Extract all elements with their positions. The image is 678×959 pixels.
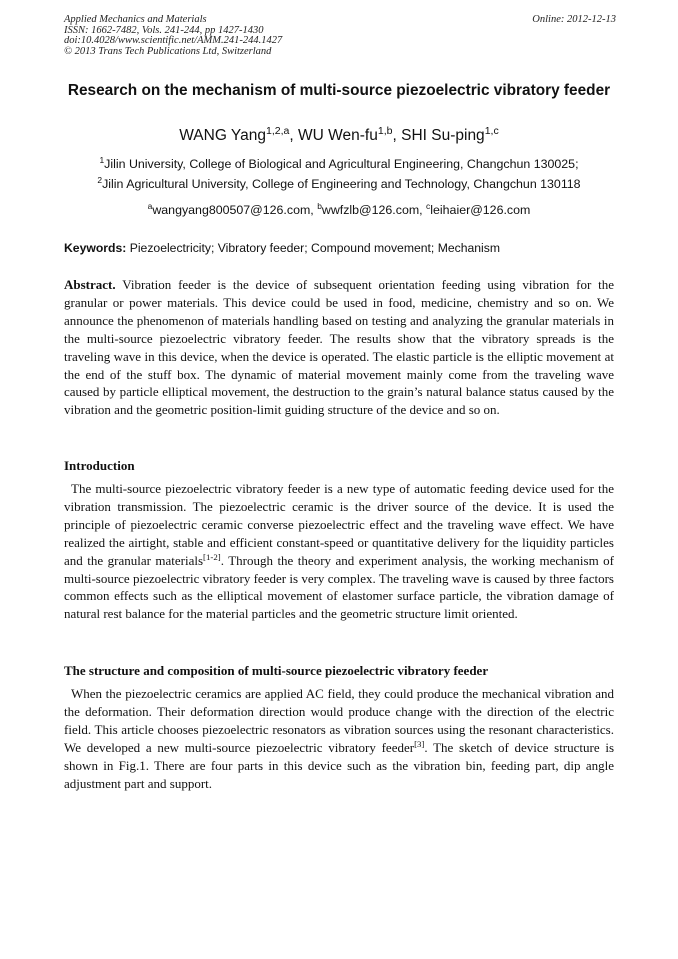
copyright-line: © 2013 Trans Tech Publications Ltd, Switzerland — [64, 45, 272, 57]
affiliation-mark: 1 — [99, 155, 105, 166]
keywords — [64, 241, 616, 256]
journal-name: Applied Mechanics and Materials — [64, 14, 207, 25]
affiliation-text: Jilin University, College of Biological and Agricultural Engineering, Changchun 130025; — [104, 157, 579, 171]
affiliation-text: Jilin Agricultural University, College of Engineering and Technology, Changchun 130118 — [102, 177, 581, 191]
email-mark: a — [147, 201, 153, 212]
author-affiliation-mark: 1,2,a — [265, 125, 290, 138]
email-link[interactable]: wwfzlb@126.com — [321, 203, 420, 217]
citation[interactable]: [1-2] — [203, 551, 221, 562]
abstract-label: Abstract. — [64, 277, 116, 292]
section-text: . Through the theory and experiment analysis, the working mechanism of multi-source piezoelectric vibratory feeder is very complex. The traveling wave is caused by three factors common effects such as the elliptical movement of elastomer surface particle, the vibration damage of natural rest balance for the material particles and the geometric structure limit oriented. — [64, 552, 614, 622]
keywords-label: Keywords: — [64, 241, 127, 255]
abstract-text: Vibration feeder is the device of subsequent orientation feeding using vibration for the granular or power materials. This device could be used in food, medicine, chemistry and so on. We announce the phenomenon of materials handling based on testing and analyzing the granular materials in the multi-source piezoelectric vibratory feeder. The results show that the vibratory spreads is the traveling wave in this device, when the device is operated. The elastic particle is the elliptic movement at the end of the stuff box. The dynamic of material movement mainly come from the traveling wave caused by particle elliptical movement, the destruction to the grain’s natural balance status caused by the vibration and the geometric position-limit guiding structure of the device and so on. — [64, 277, 614, 418]
section-heading: The structure and composition of multi-source piezoelectric vibratory feeder — [64, 663, 489, 678]
author-affiliation-mark: 1,c — [484, 125, 499, 138]
section-text: When the piezoelectric ceramics are applied AC field, they could produce the mechanical vibration and the deformation. Their deformation direction would produce change with the direction of the electric field. This article chooses piezoelectric resonators as vibration sources using the resonant characteristics. We developed a new multi-source piezoelectric vibratory feeder — [64, 686, 614, 755]
author-affiliation-mark: 1,b — [377, 125, 393, 138]
affiliation — [64, 157, 614, 172]
affiliation-mark: 2 — [97, 175, 103, 186]
section-body — [64, 685, 614, 792]
citation[interactable]: [3] — [414, 738, 425, 749]
author-name: SHI Su-ping — [401, 127, 485, 144]
email-link[interactable]: leihaier@126.com — [430, 203, 531, 217]
email-mark: c — [426, 201, 431, 212]
online-date: Online: 2012-12-13 — [532, 14, 616, 25]
author-list: WANG Yang$^{1,2,a}$, WU Wen-fu$^{1,b}$, SHI Su-ping$^{1,c}$ — [179, 125, 499, 144]
abstract — [64, 276, 614, 419]
section-body — [64, 480, 614, 623]
affiliation — [64, 177, 614, 192]
email-list: $^a$wangyang800507@126.com, $^b$wwfzlb@126.com, $^c$leihaier@126.com — [147, 201, 531, 217]
section-heading: Introduction — [64, 458, 135, 473]
email-mark: b — [317, 201, 322, 212]
journal-header — [64, 15, 464, 57]
issn-line: ISSN: 1662-7482, Vols. 241-244, pp 1427-1430 — [64, 24, 264, 36]
author-name: WU Wen-fu — [298, 127, 378, 144]
section-text: . The sketch of device structure is shown in Fig.1. There are four parts in this device such as the vibration bin, feeding part, dip angle adjustment part and support. — [64, 739, 614, 791]
doi-line: doi:10.4028/www.scientific.net/AMM.241-244.1427 — [64, 35, 283, 47]
author-name: WANG Yang — [179, 127, 266, 144]
keywords-text: Piezoelectricity; Vibratory feeder; Compound movement; Mechanism — [129, 241, 501, 255]
email-link[interactable]: wangyang800507@126.com — [152, 203, 311, 217]
section-text: The multi-source piezoelectric vibratory feeder is a new type of automatic feeding device used for the vibration transmission. The piezoelectric ceramic is the driver source of the device. It is used the principle of piezoelectric ceramic converse piezoelectric effect and the traveling wave effect. We have realized the airtight, stable and efficient constant-speed or quantitative delivery for the liquidity particles and the granular materials — [64, 481, 614, 568]
paper-title: Research on the mechanism of multi-source piezoelectric vibratory feeder — [67, 82, 611, 99]
